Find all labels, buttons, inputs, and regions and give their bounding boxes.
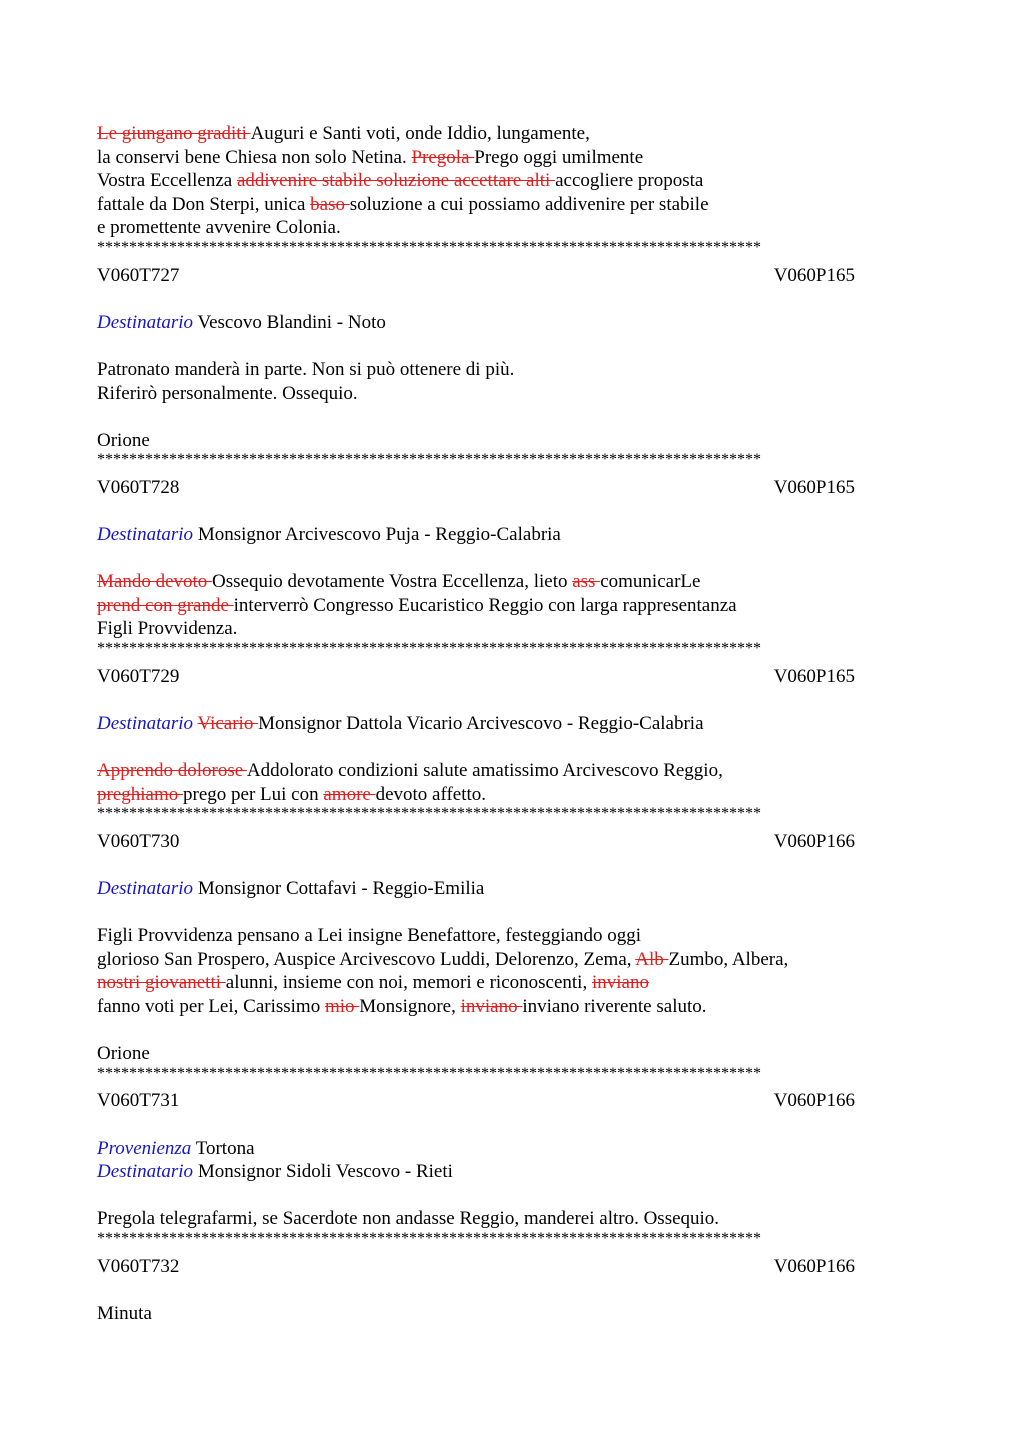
- text-line: [97, 216, 927, 240]
- blank-line: [97, 547, 927, 571]
- body-text: soluzione a cui possiamo addivenire per stabile: [349, 193, 709, 215]
- text-line: [97, 617, 927, 641]
- blank-line: [97, 287, 927, 311]
- body-text: prego per Lui con: [183, 783, 324, 805]
- body-text: la conservi bene Chiesa non solo Netina.: [97, 146, 412, 168]
- deleted-text: inviano: [591, 972, 649, 994]
- body-text: devoto affetto.: [375, 783, 487, 805]
- text-line: [97, 995, 927, 1019]
- body-text: Orione: [97, 429, 150, 451]
- text-line: [97, 712, 927, 736]
- body-text: Monsignore,: [359, 995, 461, 1017]
- page-id: V060P165: [773, 476, 855, 498]
- text-line: [97, 570, 927, 594]
- text-line: [97, 594, 927, 618]
- text-line: [97, 311, 927, 335]
- deleted-text: Mando devoto: [97, 571, 213, 593]
- page-id: V060P165: [773, 665, 855, 687]
- blank-line: [97, 500, 927, 524]
- document-id-row: [97, 264, 855, 288]
- telegram-id: V060T727: [97, 264, 180, 286]
- deleted-text: prend con grande: [97, 594, 234, 616]
- body-text: Figli Provvidenza pensano a Lei insigne Benefattore, festeggiando oggi: [97, 925, 641, 947]
- separator: ***********************************************************************************: [97, 452, 761, 469]
- deleted-text: Le giungano graditi: [97, 123, 251, 144]
- text-line: [97, 1160, 927, 1184]
- text-line: [97, 193, 927, 217]
- telegram-id: V060T730: [97, 830, 180, 852]
- blank-line: [97, 901, 927, 925]
- deleted-text: Apprendo dolorose: [97, 760, 247, 782]
- deleted-text: baso: [310, 193, 350, 215]
- body-text: Patronato manderà in parte. Non si può ottenere di più.: [97, 358, 515, 380]
- text-line: [97, 146, 927, 170]
- body-text: Zumbo, Albera,: [668, 948, 789, 970]
- deleted-text: addivenire stabile soluzione accettare alti: [236, 170, 556, 192]
- body-text: Ossequio devotamente Vostra Eccellenza, lieto: [212, 571, 573, 593]
- body-text: comunicarLe: [600, 571, 701, 593]
- body-text: Monsignor Arcivescovo Puja - Reggio-Calabria: [193, 524, 561, 546]
- text-line: [97, 358, 927, 382]
- text-line: [97, 948, 927, 972]
- body-text: Addolorato condizioni salute amatissimo Arcivescovo Reggio,: [246, 760, 723, 782]
- body-text: Vostra Eccellenza: [97, 170, 237, 192]
- text-line: [97, 924, 927, 948]
- document-id-row: [97, 1089, 855, 1113]
- page-id: V060P166: [773, 1090, 855, 1112]
- text-line: [97, 122, 927, 146]
- deleted-text: nostri giovanetti: [97, 972, 226, 994]
- body-text: Monsignor Cottafavi - Reggio-Emilia: [193, 878, 485, 899]
- blank-line: [97, 1184, 927, 1208]
- document-id-row: [97, 830, 855, 854]
- blank-line: [97, 405, 927, 429]
- body-text: Orione: [97, 1043, 150, 1065]
- page-id: V060P166: [773, 830, 855, 852]
- telegram-id: V060T732: [97, 1255, 180, 1277]
- body-text: inviano riverente saluto.: [522, 995, 707, 1017]
- deleted-text: inviano: [460, 995, 523, 1017]
- body-text: accogliere proposta: [555, 170, 704, 192]
- document-id-row: [97, 665, 855, 689]
- body-text: fattale da Don Sterpi, unica: [97, 193, 311, 215]
- body-text: Figli Provvidenza.: [97, 618, 238, 640]
- body-text: glorioso San Prospero, Auspice Arcivescovo Luddi, Delorenzo, Zema,: [97, 948, 636, 970]
- text-line: [97, 1207, 927, 1231]
- separator: ***********************************************************************************: [97, 1065, 761, 1082]
- deleted-text: Pregola: [411, 146, 475, 168]
- field-label: Destinatario: [97, 712, 194, 734]
- deleted-text: ass: [572, 571, 601, 593]
- separator: ***********************************************************************************: [97, 806, 761, 823]
- blank-line: [97, 735, 927, 759]
- telegram-id: V060T728: [97, 476, 180, 498]
- body-text: alunni, insieme con noi, memori e riconoscenti,: [225, 972, 592, 994]
- body-text: Prego oggi umilmente: [474, 146, 644, 168]
- telegram-id: V060T731: [97, 1090, 180, 1112]
- field-label: Destinatario: [97, 311, 194, 333]
- blank-line: [97, 1278, 927, 1302]
- body-text: e promettente avvenire Colonia.: [97, 217, 341, 239]
- separator: ***********************************************************************************: [97, 1230, 761, 1247]
- document-id-row: [97, 476, 855, 500]
- field-label: Destinatario: [97, 524, 194, 546]
- body-text: interverrò Congresso Eucaristico Reggio con larga rappresentanza: [233, 594, 737, 616]
- deleted-text: Alb: [635, 948, 669, 970]
- text-line: [97, 759, 927, 783]
- text-line: [97, 169, 927, 193]
- field-label: Destinatario: [97, 878, 194, 899]
- deleted-text: mio: [324, 995, 360, 1017]
- page-id: V060P165: [773, 264, 855, 286]
- text-line: [97, 523, 927, 547]
- blank-line: [97, 334, 927, 358]
- text-line: [97, 1137, 927, 1161]
- body-text: fanno voti per Lei, Carissimo: [97, 995, 325, 1017]
- body-text: Tortona: [191, 1137, 255, 1159]
- body-text: Vescovo Blandini - Noto: [193, 311, 386, 333]
- document-id-row: [97, 1255, 855, 1279]
- blank-line: [97, 853, 927, 877]
- field-label: Provenienza: [97, 1137, 192, 1159]
- text-line: [97, 429, 927, 453]
- body-text: Auguri e Santi voti, onde Iddio, lungamente,: [250, 123, 590, 144]
- body-text: Monsignor Sidoli Vescovo - Rieti: [193, 1161, 453, 1183]
- page-id: V060P166: [773, 1255, 855, 1277]
- blank-line: [97, 688, 927, 712]
- text-line: [97, 1302, 927, 1326]
- separator: ***********************************************************************************: [97, 239, 761, 256]
- blank-line: [97, 1019, 927, 1043]
- text-line: [97, 1042, 927, 1066]
- deleted-text: Vicario: [197, 712, 259, 734]
- telegram-id: V060T729: [97, 665, 180, 687]
- field-label: Destinatario: [97, 1161, 194, 1183]
- text-line: [97, 877, 927, 901]
- blank-line: [97, 1113, 927, 1137]
- text-line: [97, 382, 927, 406]
- text-line: [97, 783, 927, 807]
- body-text: Riferirò personalmente. Ossequio.: [97, 382, 358, 404]
- deleted-text: amore: [323, 783, 376, 805]
- separator: ***********************************************************************************: [97, 641, 761, 658]
- body-text: Minuta: [97, 1302, 152, 1324]
- document-page: [97, 122, 927, 1325]
- body-text: Pregola telegrafarmi, se Sacerdote non andasse Reggio, manderei altro. Ossequio.: [97, 1208, 720, 1230]
- body-text: Monsignor Dattola Vicario Arcivescovo - Reggio-Calabria: [258, 712, 704, 734]
- deleted-text: preghiamo: [97, 783, 184, 805]
- text-line: [97, 971, 927, 995]
